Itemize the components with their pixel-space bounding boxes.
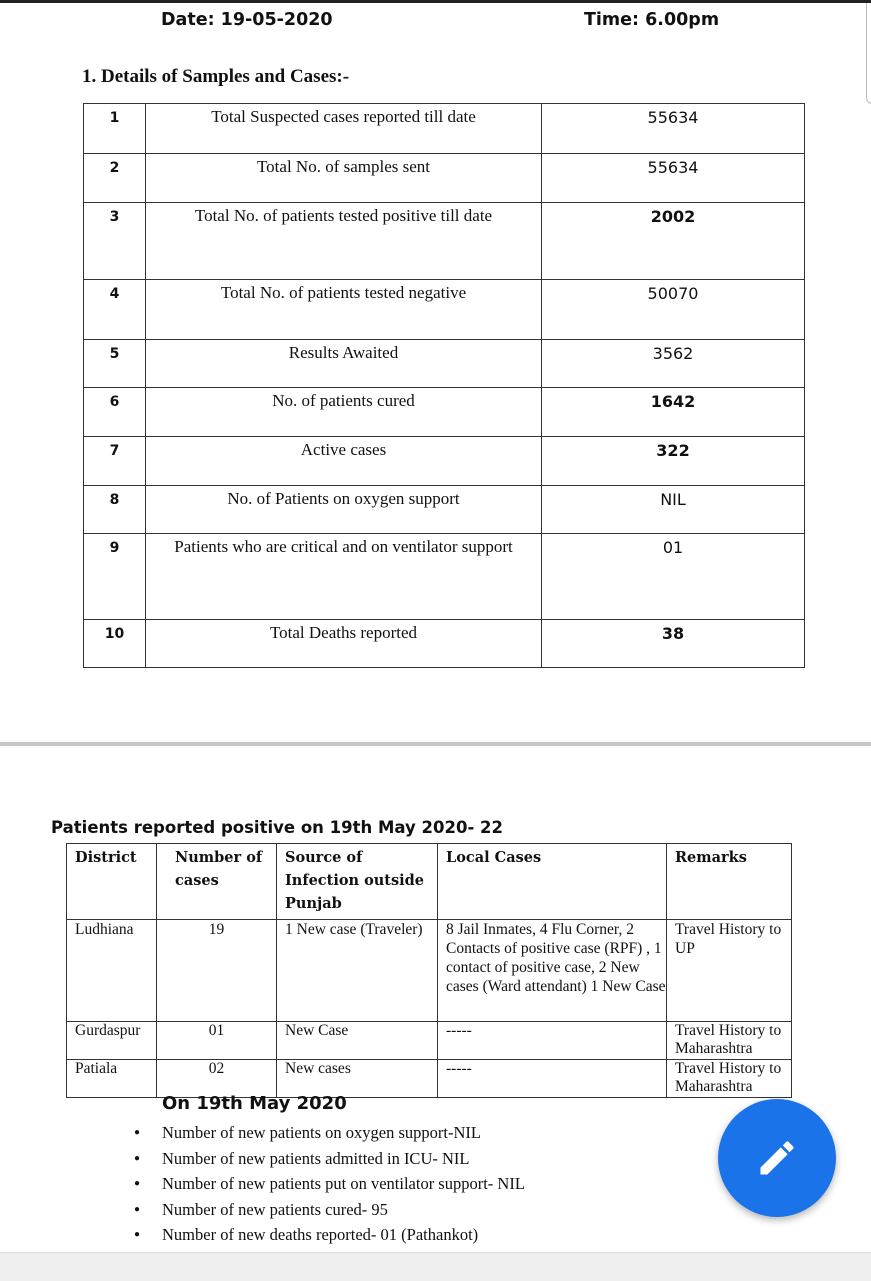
cell-cases: 01	[157, 1022, 277, 1060]
list-item: ● Number of new patients on oxygen support-NIL	[132, 1122, 525, 1148]
list-item: ● Number of new patients admitted in ICU- NIL	[132, 1148, 525, 1174]
page-divider	[0, 742, 871, 746]
positive-cases-table	[66, 843, 792, 1098]
report-time: Time: 6.00pm	[584, 10, 720, 30]
table-row	[84, 437, 805, 486]
cell-cases: 19	[157, 920, 277, 1022]
cell-cases: 02	[157, 1060, 277, 1098]
cell-remarks: Travel History to Maharashtra	[667, 1060, 792, 1098]
row-number: 4	[84, 280, 146, 340]
section-title-samples: 1. Details of Samples and Cases:-	[82, 66, 350, 87]
row-description: No. of Patients on oxygen support	[146, 486, 542, 534]
row-number: 9	[84, 534, 146, 620]
cell-source: New cases	[277, 1060, 438, 1098]
table-row	[84, 534, 805, 620]
row-number: 2	[84, 154, 146, 203]
row-number: 5	[84, 340, 146, 388]
cell-district: Ludhiana	[67, 920, 157, 1022]
cell-source: 1 New case (Traveler)	[277, 920, 438, 1022]
row-description: Total Deaths reported	[146, 620, 542, 668]
row-value: 322	[542, 437, 805, 486]
cell-local: -----	[438, 1022, 667, 1060]
row-description: Total No. of patients tested negative	[146, 280, 542, 340]
table-row	[84, 203, 805, 280]
pencil-icon	[755, 1136, 799, 1180]
header-cases: Number of cases	[157, 844, 277, 920]
table-row	[84, 340, 805, 388]
row-number: 8	[84, 486, 146, 534]
row-description: Patients who are critical and on ventilator support	[146, 534, 542, 620]
header-source: Source of Infection outside Punjab	[277, 844, 438, 920]
list-item: ● Number of new patients put on ventilator support- NIL	[132, 1173, 525, 1199]
row-description: Active cases	[146, 437, 542, 486]
header-local: Local Cases	[438, 844, 667, 920]
row-number: 7	[84, 437, 146, 486]
row-value: 55634	[542, 154, 805, 203]
cell-remarks: Travel History to UP	[667, 920, 792, 1022]
header-district: District	[67, 844, 157, 920]
table-row	[84, 388, 805, 437]
cell-local: -----	[438, 1060, 667, 1098]
row-value: 55634	[542, 104, 805, 154]
positive-cases-title: Patients reported positive on 19th May 2020- 22	[51, 818, 504, 837]
table-row	[67, 920, 792, 1022]
page-edge	[866, 3, 871, 104]
row-number: 3	[84, 203, 146, 280]
cell-source: New Case	[277, 1022, 438, 1060]
bottom-bar	[0, 1252, 871, 1281]
row-value: 01	[542, 534, 805, 620]
row-value: NIL	[542, 486, 805, 534]
table-row	[84, 104, 805, 154]
cell-remarks: Travel History to Maharashtra	[667, 1022, 792, 1060]
row-description: Results Awaited	[146, 340, 542, 388]
row-description: Total No. of patients tested positive till date	[146, 203, 542, 280]
row-value: 38	[542, 620, 805, 668]
table-row	[67, 1060, 792, 1098]
table-header-row	[67, 844, 792, 920]
row-value: 1642	[542, 388, 805, 437]
edit-fab-button[interactable]	[718, 1099, 836, 1217]
report-date: Date: 19-05-2020	[161, 10, 333, 30]
row-value: 3562	[542, 340, 805, 388]
cell-district: Patiala	[67, 1060, 157, 1098]
table-row	[84, 154, 805, 203]
row-description: Total Suspected cases reported till date	[146, 104, 542, 154]
list-item: ● Number of new patients cured- 95	[132, 1199, 525, 1225]
row-number: 6	[84, 388, 146, 437]
table-row	[84, 280, 805, 340]
row-value: 50070	[542, 280, 805, 340]
table-row	[84, 620, 805, 668]
header-remarks: Remarks	[667, 844, 792, 920]
list-item: ● Number of new deaths reported- 01 (Pathankot)	[132, 1224, 525, 1250]
table-row	[84, 486, 805, 534]
row-number: 10	[84, 620, 146, 668]
row-number: 1	[84, 104, 146, 154]
row-description: Total No. of samples sent	[146, 154, 542, 203]
may19-title: On 19th May 2020	[162, 1093, 347, 1114]
row-description: No. of patients cured	[146, 388, 542, 437]
table-row	[67, 1022, 792, 1060]
samples-table	[83, 103, 805, 668]
may19-list	[132, 1122, 525, 1250]
row-value: 2002	[542, 203, 805, 280]
cell-district: Gurdaspur	[67, 1022, 157, 1060]
cell-local: 8 Jail Inmates, 4 Flu Corner, 2 Contacts of positive case (RPF) , 1 contact of positive case, 2 New cases (Ward attendant) 1 New Case	[438, 920, 667, 1022]
